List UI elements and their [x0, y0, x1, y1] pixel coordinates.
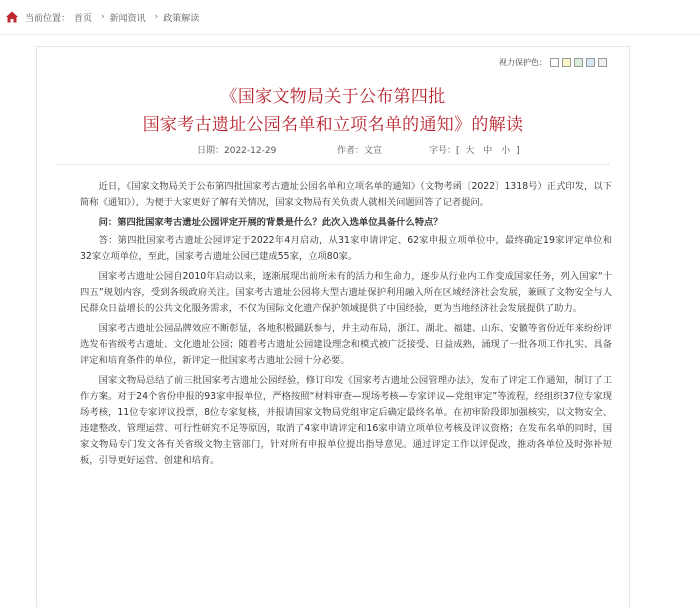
breadcrumb-news-link[interactable]: 新闻资讯 — [109, 13, 146, 24]
color-swatch-green[interactable] — [574, 58, 583, 67]
article-author: 作者：文宣 — [337, 146, 383, 156]
article-date: 日期：2022-12-29 — [197, 146, 277, 156]
breadcrumb-separator: › — [101, 12, 105, 22]
font-size-medium-button[interactable]: 中 — [483, 146, 493, 156]
font-size-close-bracket: ] — [516, 146, 520, 156]
article-paragraph: 国家文物局总结了前三批国家考古遗址公园经验，修订印发《国家考古遗址公园管理办法》，发布了评定工作通知，制订了工作方案。对于24个省份申报的93家申报单位，严格按照“材料审查—现场考核—专家评议—党组审定”等流程，经组织37位专家现场考核，11位专家评议投票，8位专家复核，并报请国家文物局党组审定后确定最终名单。在初审阶段即加强核实，以文物安全、违建整改、管理运营、可行性研究不足等原因，取消了4家申请评定和16家申请立项单位考核及评议资格；在发布名单的同时，国家文物局专门发文各有关省级文物主管部门，针对所有申报单位提出指导意见。通过评定工作以评促改，推动各单位及时弥补短板，引导更好运营、创建和培育。 — [80, 375, 612, 466]
color-swatch-blue[interactable] — [586, 58, 595, 67]
article-meta — [197, 143, 520, 156]
breadcrumb-separator: › — [154, 12, 159, 22]
font-size-selector — [429, 143, 520, 156]
font-size-large-button[interactable]: 大 — [465, 146, 475, 156]
color-swatch-yellow[interactable] — [562, 58, 571, 67]
article-title-line-2: 国家考古遗址公园名单和立项名单的通知》的解读 — [142, 115, 524, 135]
eye-protection-label: 视力保护色： — [499, 58, 547, 67]
breadcrumb — [0, 0, 700, 35]
color-swatch-white[interactable] — [550, 58, 559, 67]
home-icon — [5, 10, 19, 24]
article-question: 问：第四批国家考古遗址公园评定开展的背景是什么？此次入选单位具备什么特点？ — [98, 217, 443, 228]
article-paragraph: 答：第四批国家考古遗址公园评定于2022年4月启动，从31家申请评定、62家申报立项单位中，最终确定19家评定单位和32家立项单位，至此，国家考古遗址公园已建成55家，立项80家。 — [80, 235, 612, 262]
color-swatch-gray[interactable] — [598, 58, 607, 67]
article-body — [80, 179, 612, 473]
font-size-small-button[interactable]: 小 — [501, 146, 511, 156]
article-paragraph: 近日，《国家文物局关于公布第四批国家考古遗址公园名单和立项名单的通知》（文物考函〔2022〕1318号）正式印发，以下简称《通知》），为便于大家更好了解有关情况，国家文物局有关负责人就相关问题回答了记者提问。 — [80, 181, 612, 208]
meta-divider — [57, 164, 609, 165]
breadcrumb-home-link[interactable]: 首页 — [74, 13, 93, 24]
article-paragraph: 国家考古遗址公园品牌效应不断彰显，各地积极踊跃参与，并主动布局，浙江、湖北、福建、山东、安徽等省份近年来纷纷评选发布省级考古遗址、文化遗址公园；随着考古遗址公园建设理念和模式被广泛接受、日益成熟，涌现了一批各项工作扎实、具备评定和培育条件的单位，新评定一批国家考古遗址公园十分必要。 — [80, 323, 612, 366]
article-paragraph: 国家考古遗址公园自2010年启动以来，逐渐展现出前所未有的活力和生命力，逐步从行业内工作变成国家任务，列入国家“十四五”规划内容，受到各级政府关注。国家考古遗址公园将大型古遗址保护利用融入所在区域经济社会发展，兼顾了文物安全与人民群众日益增长的公共文化服务需求，不仅为国际文化遗产保护领域提供了中国经验，更为当地经济社会发展提供了助力。 — [80, 271, 612, 314]
article-title-line-1: 《国家文物局关于公布第四批 — [220, 87, 446, 107]
article-title — [37, 83, 629, 139]
breadcrumb-policy-link[interactable]: 政策解读 — [163, 13, 200, 24]
breadcrumb-label: 当前位置： — [25, 13, 71, 24]
font-size-label: 字号：[ — [429, 146, 460, 156]
eye-protection-bar — [499, 57, 607, 68]
